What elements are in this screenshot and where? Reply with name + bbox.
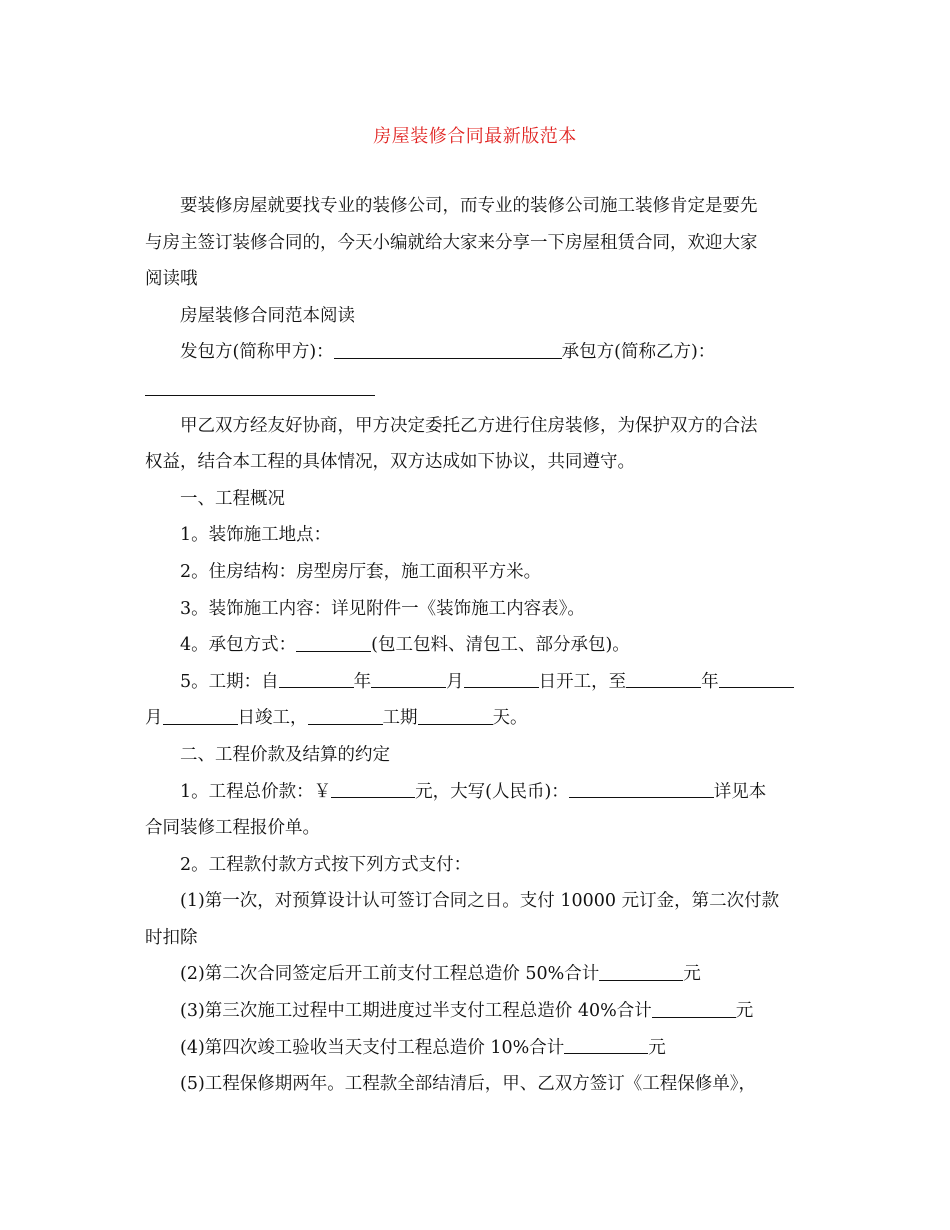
item-5-label: 5。工期：自 <box>180 671 279 692</box>
payment-2-blank <box>599 962 683 981</box>
section-1-item-3: 3。装饰施工内容：详见附件一《装饰施工内容表》。 <box>180 598 585 619</box>
section-1-item-5-cont <box>145 700 807 737</box>
month-label: 月 <box>145 708 163 729</box>
section-1-item-2: 2。住房结构：房型房厅套，施工面积平方米。 <box>180 561 542 582</box>
payment-1-line-1: (1)第一次，对预算设计认可签订合同之日。支付 10000 元订金，第二次付款 <box>180 891 780 912</box>
section-1-heading: 一、工程概况 <box>180 488 285 509</box>
end-day-blank <box>163 706 238 725</box>
payment-4-blank <box>564 1035 648 1054</box>
days-label: 天。 <box>492 708 528 729</box>
parties-line <box>145 334 807 371</box>
yuan-label: 元 <box>683 964 701 985</box>
total-price-words-blank <box>569 779 714 798</box>
party-b-blank-line <box>145 371 807 408</box>
total-price-label: 1。工程总价款：￥ <box>180 781 332 802</box>
month-label: 月 <box>446 671 464 692</box>
total-price-tail: 详见本 <box>713 781 767 802</box>
payment-3-text: (3)第三次施工过程中工期进度过半支付工程总造价 40%合计 <box>180 1001 652 1022</box>
start-day-blank <box>464 669 539 688</box>
payment-2 <box>145 956 807 993</box>
end-year-blank <box>626 669 701 688</box>
duration-blank-1 <box>308 706 383 725</box>
payment-4-text: (4)第四次竣工验收当天支付工程总造价 10%合计 <box>180 1037 565 1058</box>
party-a-blank <box>334 340 562 359</box>
section-2-heading: 二、工程价款及结算的约定 <box>180 744 390 765</box>
payment-3 <box>145 993 807 1030</box>
document-body <box>145 188 807 1103</box>
yuan-label: 元 <box>735 1001 754 1022</box>
yuan-label: 元 <box>648 1037 666 1058</box>
section-2-item-1-cont: 合同装修工程报价单。 <box>145 818 320 839</box>
preamble-line-1: 甲乙双方经友好协商，甲方决定委托乙方进行住房装修，为保护双方的合法 <box>180 415 758 436</box>
year-label: 年 <box>353 671 372 692</box>
intro-line-3: 阅读哦 <box>145 269 198 290</box>
total-price-unit: 元，大写(人民币)： <box>415 781 569 802</box>
payment-1-line-2: 时扣除 <box>145 927 198 948</box>
year-label: 年 <box>701 671 719 692</box>
payment-4 <box>145 1030 807 1067</box>
section-2-item-2: 2。工程款付款方式按下列方式支付： <box>180 854 472 875</box>
section-1-item-1: 1。装饰施工地点： <box>180 525 332 546</box>
duration-days-blank <box>418 706 493 725</box>
section-2-item-1 <box>145 774 807 811</box>
day-end-label: 日竣工， <box>237 708 308 729</box>
duration-label: 工期 <box>382 708 418 729</box>
start-month-blank <box>371 669 446 688</box>
document-title: 房屋装修合同最新版范本 <box>373 126 577 147</box>
item-4-options: (包工包料、清包工、部分承包)。 <box>371 635 630 656</box>
total-price-blank <box>331 779 415 798</box>
intro-line-1: 要装修房屋就要找专业的装修公司，而专业的装修公司施工装修肯定是要先 <box>180 196 758 216</box>
intro-line-2: 与房主签订装修合同的，今天小编就给大家来分享一下房屋租赁合同，欢迎大家 <box>145 232 758 253</box>
section-1-item-4 <box>145 627 807 664</box>
section-1-item-5 <box>145 664 807 701</box>
payment-3-blank <box>652 998 736 1017</box>
day-start-label: 日开工，至 <box>538 671 627 692</box>
payment-5: (5)工程保修期两年。工程款全部结清后，甲、乙双方签订《工程保修单》， <box>180 1074 757 1095</box>
start-year-blank <box>279 669 354 688</box>
party-b-label: 承包方(简称乙方)： <box>561 342 716 363</box>
payment-2-text: (2)第二次合同签定后开工前支付工程总造价 50%合计 <box>180 964 600 985</box>
preamble-line-2: 权益，结合本工程的具体情况，双方达成如下协议，共同遵守。 <box>145 452 635 473</box>
party-b-blank <box>145 376 375 395</box>
item-4-label: 4。承包方式： <box>180 635 297 656</box>
end-month-blank-part <box>719 669 794 688</box>
subtitle: 房屋装修合同范本阅读 <box>180 305 355 326</box>
party-a-label: 发包方(简称甲方)： <box>180 342 334 363</box>
contract-type-blank <box>296 633 371 652</box>
